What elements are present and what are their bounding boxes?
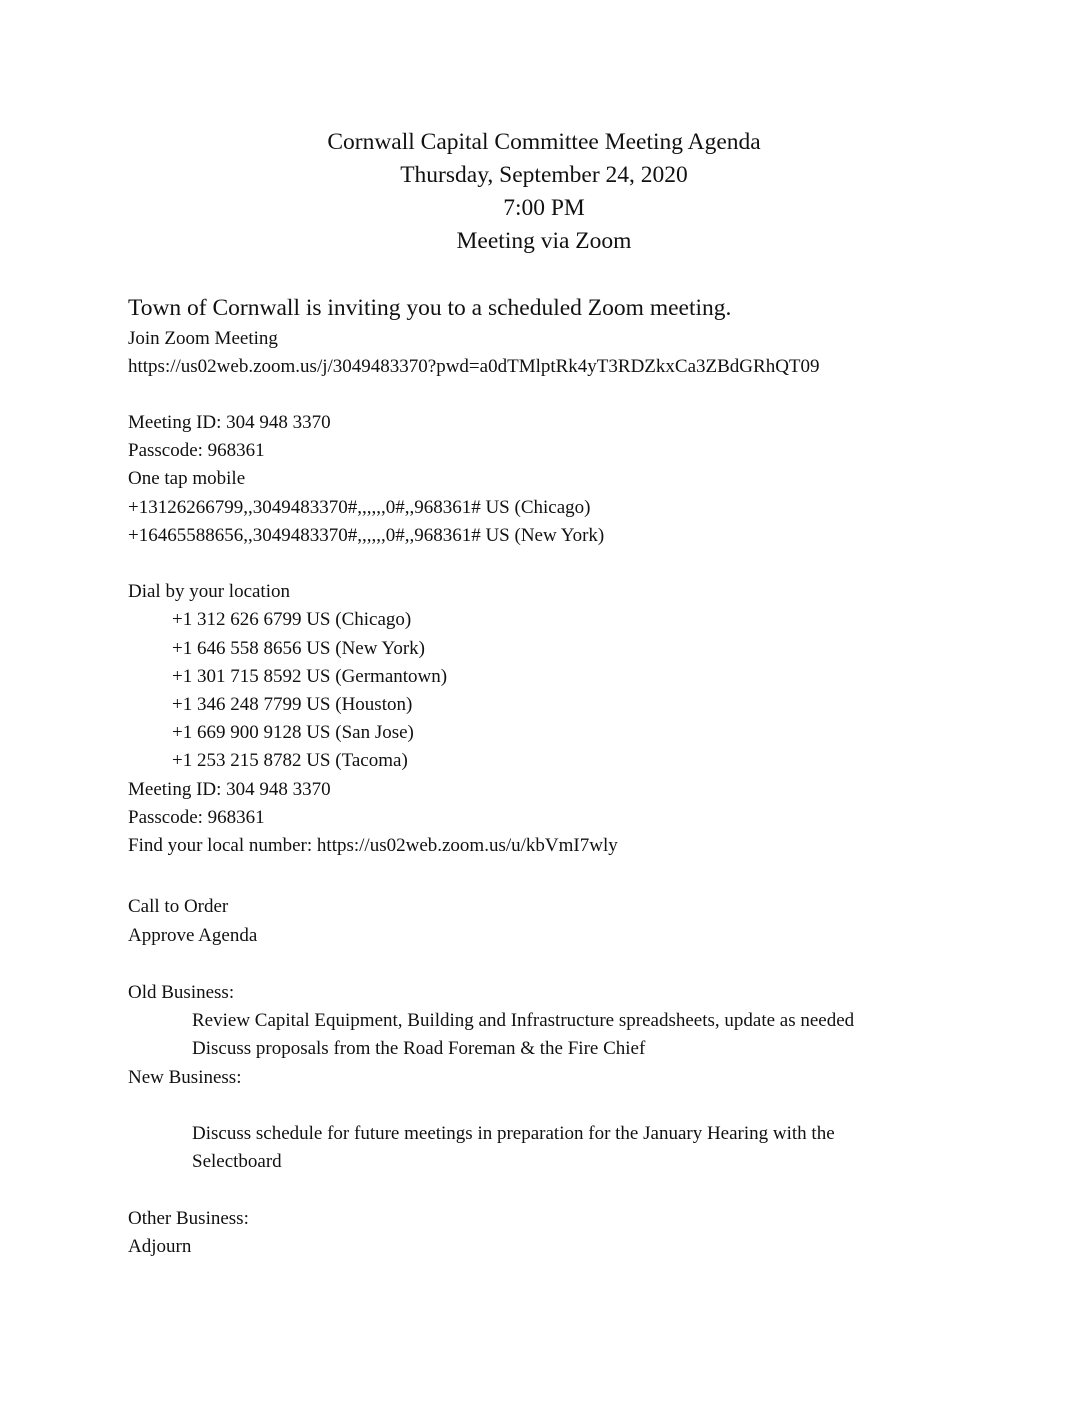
old-business-label: Old Business: — [128, 982, 235, 1003]
other-business-label: Other Business: — [128, 1208, 249, 1229]
dial-number: +1 669 900 9128 US (San Jose) — [172, 722, 414, 743]
agenda-header — [0, 126, 1088, 258]
meeting-location: Meeting via Zoom — [456, 228, 632, 254]
dial-number: +1 346 248 7799 US (Houston) — [172, 694, 413, 715]
new-business-item: Discuss schedule for future meetings in preparation for the January Hearing with the — [192, 1123, 835, 1144]
join-meeting-label: Join Zoom Meeting — [128, 328, 278, 349]
call-to-order: Call to Order — [128, 896, 229, 917]
dial-number: +1 312 626 6799 US (Chicago) — [172, 609, 412, 630]
dial-passcode: Passcode: 968361 — [128, 807, 265, 828]
old-business-item: Review Capital Equipment, Building and Infrastructure spreadsheets, update as needed — [192, 1010, 855, 1031]
approve-agenda: Approve Agenda — [128, 925, 258, 946]
passcode: Passcode: 968361 — [128, 440, 265, 461]
invite-intro: Town of Cornwall is inviting you to a scheduled Zoom meeting. — [128, 295, 732, 321]
one-tap-number[interactable]: +16465588656,,3049483370#,,,,,,0#,,968361# US (New York) — [128, 525, 605, 546]
adjourn: Adjourn — [128, 1236, 192, 1257]
agenda-title: Cornwall Capital Committee Meeting Agenda — [327, 129, 761, 155]
new-business-label: New Business: — [128, 1067, 242, 1088]
dial-number: +1 301 715 8592 US (Germantown) — [172, 666, 448, 687]
dial-label: Dial by your location — [128, 581, 290, 602]
one-tap-number[interactable]: +13126266799,,3049483370#,,,,,,0#,,968361# US (Chicago) — [128, 497, 591, 518]
meeting-id: Meeting ID: 304 948 3370 — [128, 412, 331, 433]
meeting-time: 7:00 PM — [503, 195, 585, 221]
meeting-date: Thursday, September 24, 2020 — [400, 162, 688, 188]
dial-number: +1 646 558 8656 US (New York) — [172, 638, 425, 659]
local-number-link[interactable]: Find your local number: https://us02web.zoom.us/u/kbVmI7wly — [128, 835, 618, 856]
dial-number: +1 253 215 8782 US (Tacoma) — [172, 750, 408, 771]
one-tap-label: One tap mobile — [128, 468, 246, 489]
dial-meeting-id: Meeting ID: 304 948 3370 — [128, 779, 331, 800]
join-meeting-link[interactable]: https://us02web.zoom.us/j/3049483370?pwd=a0dTMlptRk4yT3RDZkxCa3ZBdGRhQT09 — [128, 356, 820, 377]
new-business-item-continued: Selectboard — [192, 1151, 282, 1172]
old-business-item: Discuss proposals from the Road Foreman & the Fire Chief — [192, 1038, 646, 1059]
